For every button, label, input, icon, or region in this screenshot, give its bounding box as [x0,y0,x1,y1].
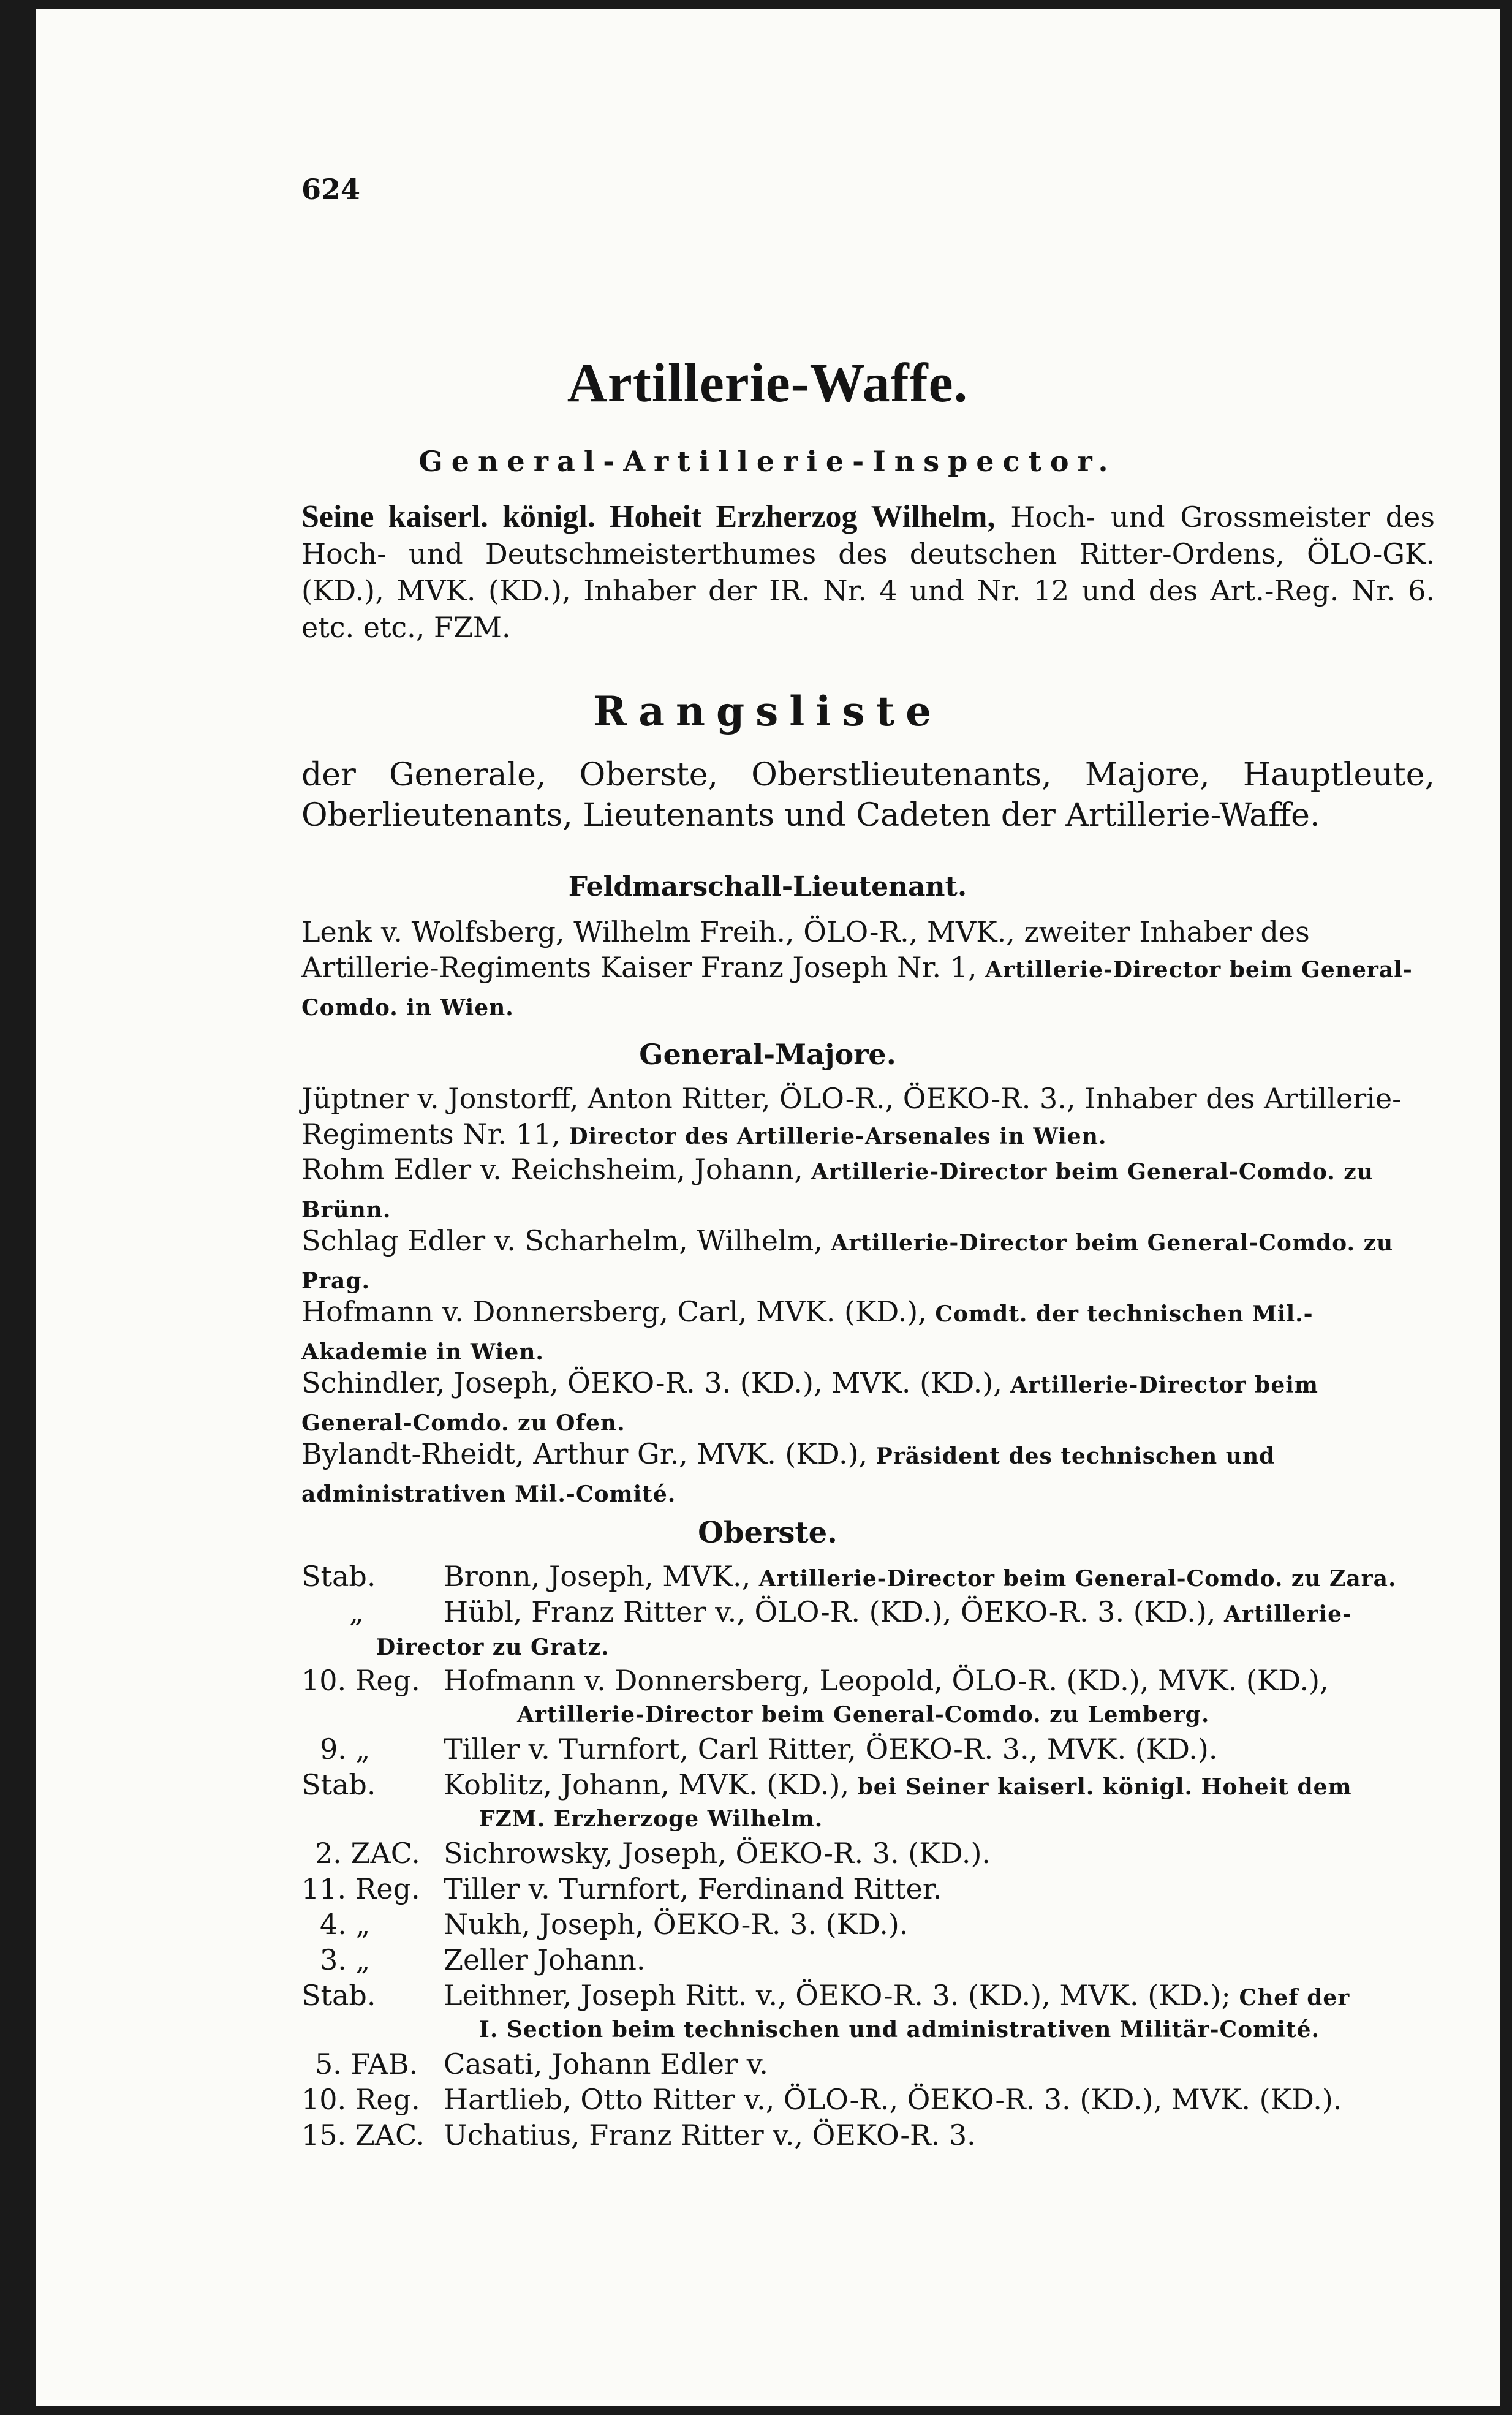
fml-entry-note: Artillerie-Director beim General-Comdo. in Wien. [301,957,1413,1021]
list-item: Schlag Edler v. Scharhelm, Wilhelm, Artillerie-Director beim General-Comdo. zu Prag. [301,1224,1394,1294]
table-row: 15. ZAC. Uchatius, Franz Ritter v., ÖEKO-R. 3. [301,2118,976,2152]
inspector-paragraph [301,499,1435,646]
table-row: 10. Reg. Hartlieb, Otto Ritter v., ÖLO-R., ÖEKO-R. 3. (KD.), MVK. (KD.). [301,2083,1342,2116]
table-row: Stab. Bronn, Joseph, MVK., Artillerie-Director beim General-Comdo. zu Zara. [301,1560,1397,1593]
table-row: 9. „ Tiller v. Turnfort, Carl Ritter, ÖEKO-R. 3., MVK. (KD.). [320,1733,1218,1766]
page-number: 624 [301,173,361,206]
row-continuation: FZM. Erzherzoge Wilhelm. [479,1806,823,1832]
table-row: 10. Reg. Hofmann v. Donnersberg, Leopold, ÖLO-R. (KD.), MVK. (KD.), [301,1664,1329,1697]
rangsliste-heading: Rangsliste [592,687,943,735]
inspector-details: Hoch- und Grossmeister des Hoch- und Deutschmeisterthumes des deutschen Ritter-Ordens, ÖLO-GK. (KD.), MVK. (KD.), Inhaber der IR. Nr. 4 und Nr. 12 und des Art.-Reg. Nr. 6. etc. etc., FZM. [301,501,1435,644]
table-row: 11. Reg. Tiller v. Turnfort, Ferdinand Ritter. [301,1872,942,1905]
gm-heading: General-Majore. [639,1038,896,1071]
table-row: 4. „ Nukh, Joseph, ÖEKO-R. 3. (KD.). [320,1908,909,1941]
row-continuation: Artillerie-Director beim General-Comdo. zu Lemberg. [517,1702,1210,1728]
fml-entry-main: Lenk v. Wolfsberg, Wilhelm Freih., ÖLO-R., MVK., zweiter Inhaber des Artillerie-Regiments Kaiser Franz Joseph Nr. 1, [301,915,1310,984]
row-continuation: I. Section beim technischen und administrativen Militär-Comité. [479,2017,1320,2043]
table-row: 3. „ Zeller Johann. [320,1943,646,1976]
list-item: Bylandt-Rheidt, Arthur Gr., MVK. (KD.), Präsident des technischen und administrativen Mil.-Comité. [301,1437,1276,1507]
row-continuation: Director zu Gratz. [376,1635,610,1660]
inspector-heading: General-Artillerie-Inspector. [418,445,1117,478]
table-row: 2. ZAC. Sichrowsky, Joseph, ÖEKO-R. 3. (KD.). [315,1837,991,1870]
page-title: Artillerie-Waffe. [567,353,969,414]
table-row: 5. FAB. Casati, Johann Edler v. [315,2047,768,2081]
list-item: Rohm Edler v. Reichsheim, Johann, Artillerie-Director beim General-Comdo. zu Brünn. [301,1153,1374,1223]
fml-heading: Feldmarschall-Lieutenant. [568,871,967,902]
book-page [36,9,1500,2406]
list-item: Schindler, Joseph, ÖEKO-R. 3. (KD.), MVK. (KD.), Artillerie-Director beim General-Comdo. zu Ofen. [301,1366,1319,1436]
table-row: „ Hübl, Franz Ritter v., ÖLO-R. (KD.), ÖEKO-R. 3. (KD.), Artillerie- [349,1595,1352,1628]
table-row: Stab. Koblitz, Johann, MVK. (KD.), bei Seiner kaiserl. königl. Hoheit dem [301,1768,1352,1801]
rangsliste-subtitle-text: der Generale, Oberste, Oberstlieutenants, Majore, Hauptleute, Oberlieutenants, Lieutenants und Cadeten der Artillerie-Waffe. [301,757,1435,834]
fml-entry [301,914,1435,1026]
list-item: Jüptner v. Jonstorff, Anton Ritter, ÖLO-R., ÖEKO-R. 3., Inhaber des Artillerie-Regiments Nr. 11, Director des Artillerie-Arsenales in Wien. [301,1082,1402,1151]
inspector-name: Seine kaiserl. königl. Hoheit Erzherzog Wilhelm, [301,499,996,534]
table-row: Stab. Leithner, Joseph Ritt. v., ÖEKO-R. 3. (KD.), MVK. (KD.); Chef der [301,1979,1350,2012]
list-item: Hofmann v. Donnersberg, Carl, MVK. (KD.), Comdt. der technischen Mil.-Akademie in Wien. [301,1295,1314,1365]
oberste-heading: Oberste. [698,1516,837,1550]
rangsliste-subtitle [301,755,1435,836]
